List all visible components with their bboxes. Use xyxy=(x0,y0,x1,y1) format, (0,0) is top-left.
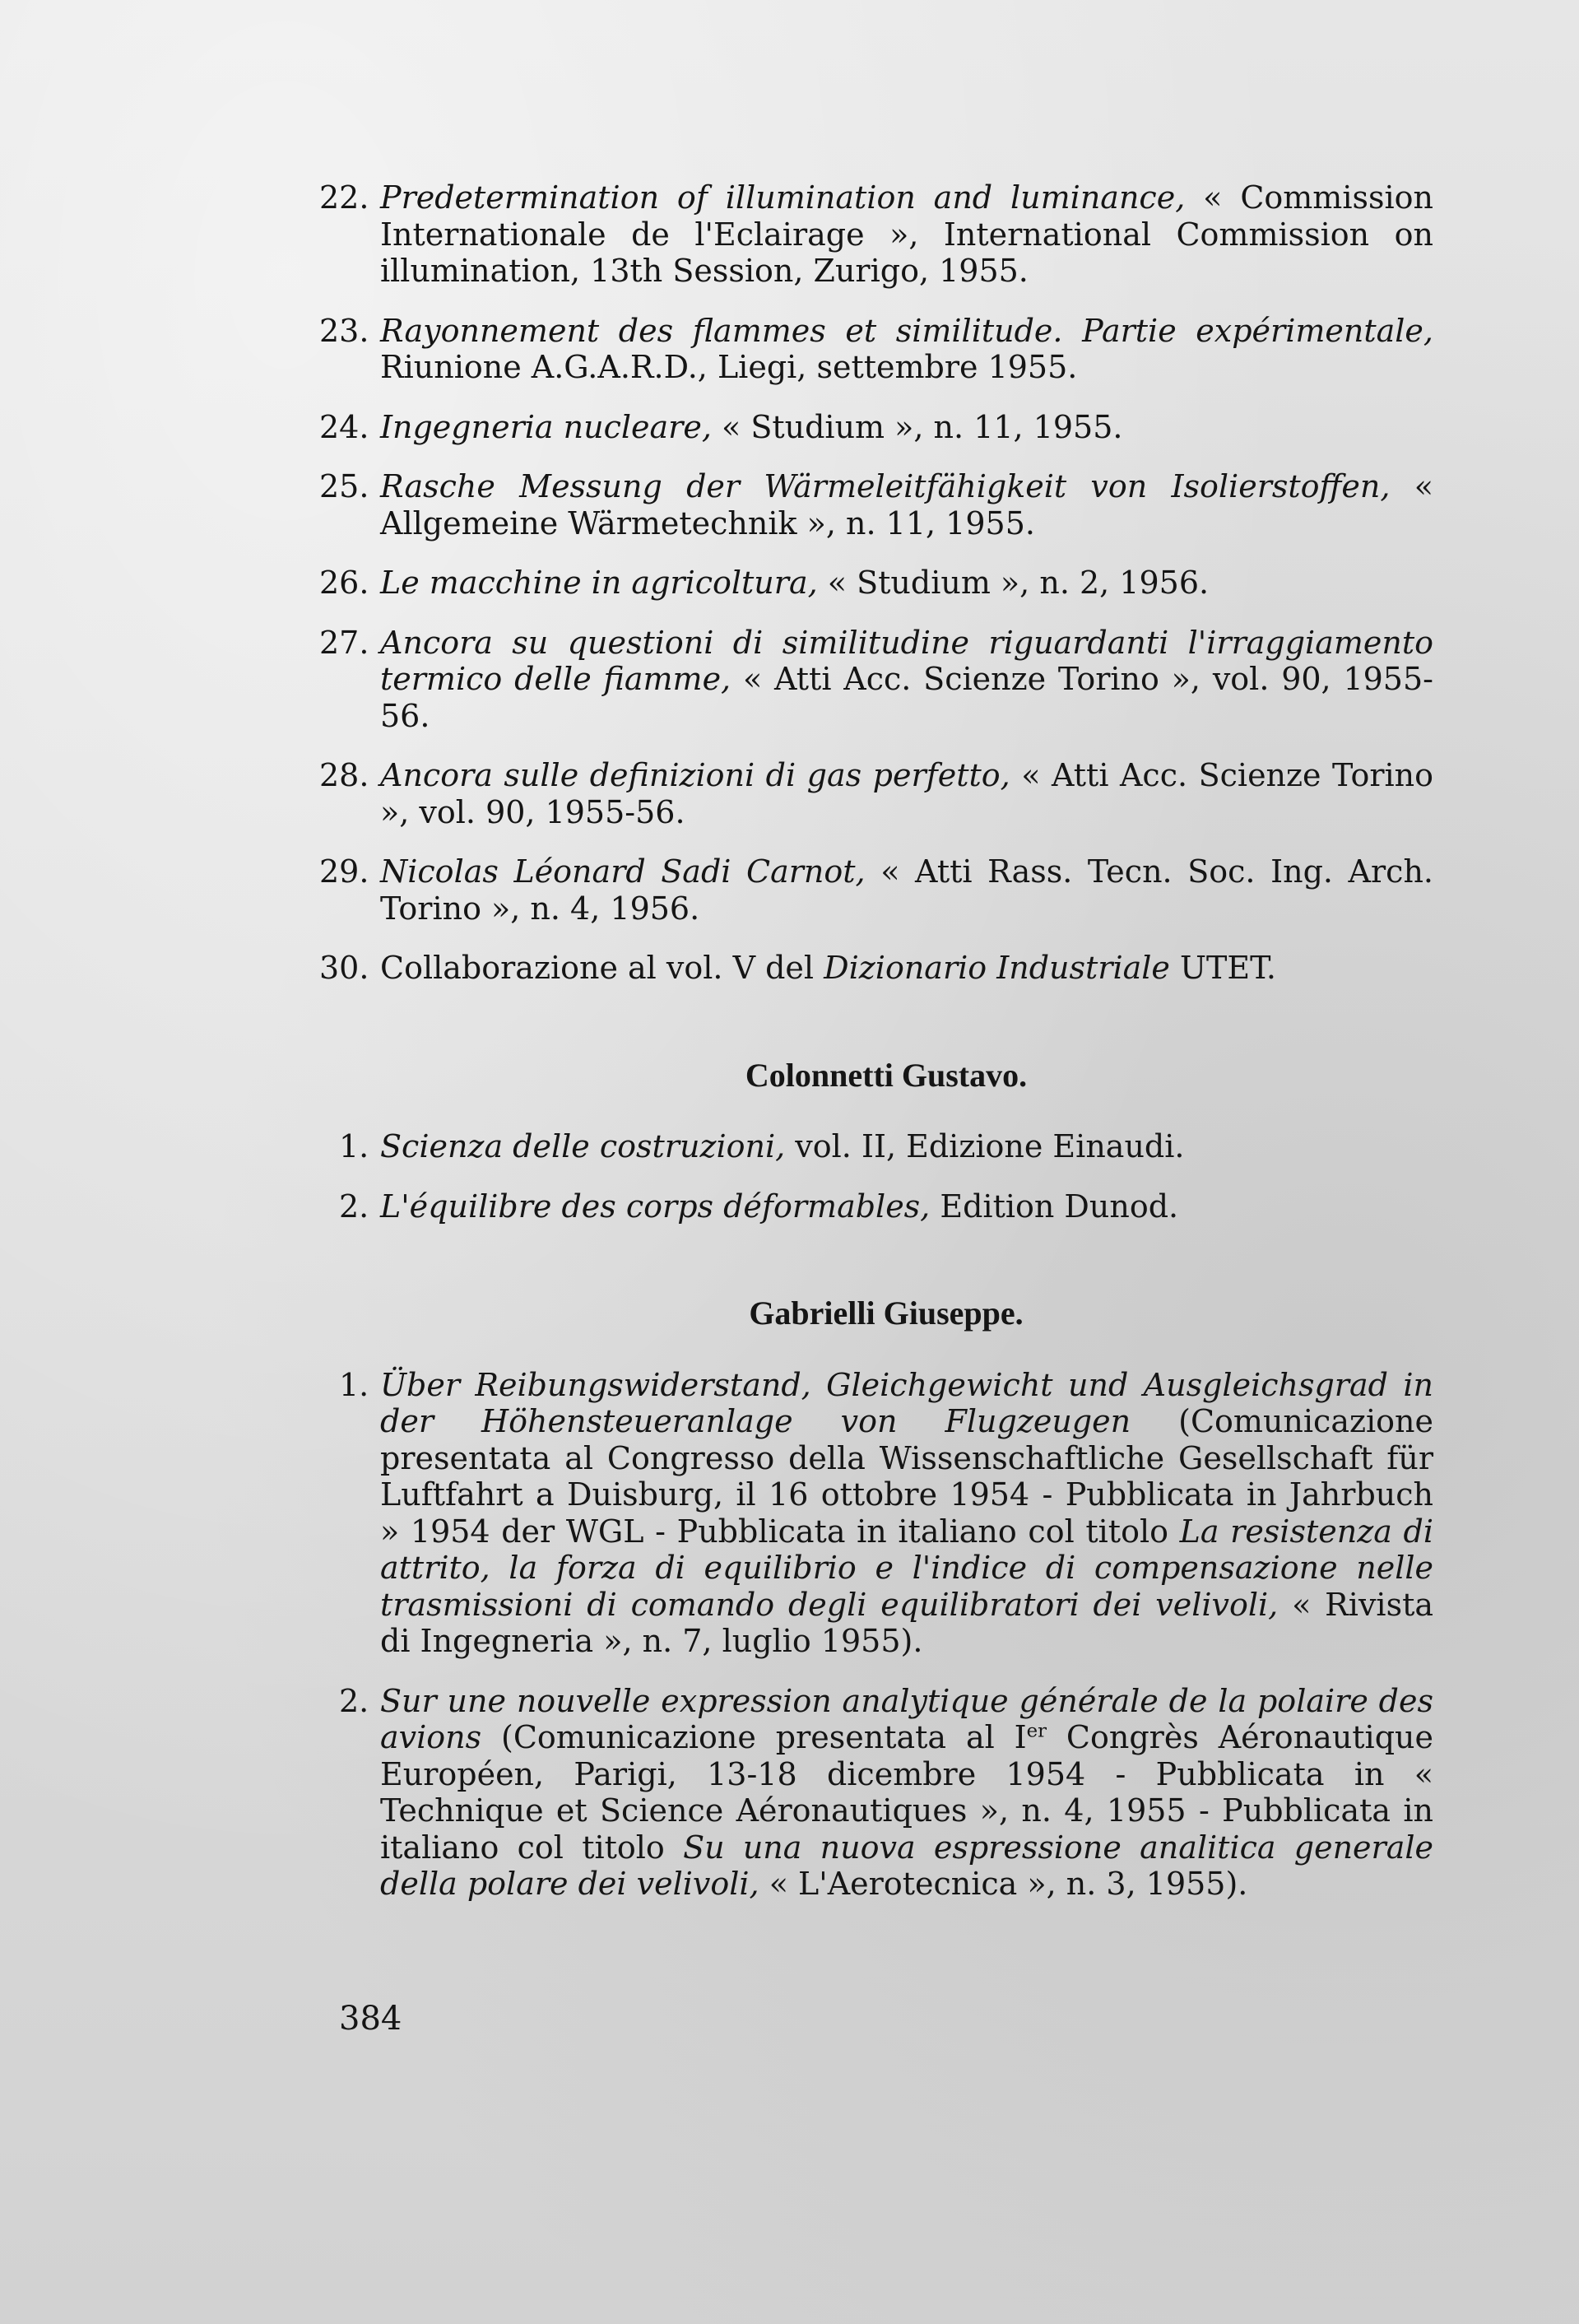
bibliography-entry-30 xyxy=(319,950,1433,987)
entry-details: « L'Aerotecnica », n. 3, 1955). xyxy=(759,1866,1248,1902)
entry-number: 29. xyxy=(319,853,369,890)
entry-number: 26. xyxy=(319,565,369,601)
entry-title: Predetermination of illumination and luminance, xyxy=(380,179,1186,216)
bibliography-entry-23 xyxy=(319,312,1433,386)
entry-title: Sur une nouvelle expression analytique générale de la polaire des avions xyxy=(380,1682,1433,1755)
entry-number: 30. xyxy=(319,950,369,986)
entry-details: « Studium », n. 2, 1956. xyxy=(817,565,1210,601)
entry-details: UTET. xyxy=(1169,950,1276,986)
entry-details: Congrès Aéronautique Européen, Parigi, 13-18 dicembre 1954 - Pubblicata in « Technique et Science Aéronautiques », n. 4, 1955 - Pubblicata in italiano col titolo xyxy=(380,1719,1434,1866)
entry-number: 22. xyxy=(319,179,369,216)
bibliography-entry-22 xyxy=(319,179,1433,290)
entry-title: Scienza delle costruzioni, xyxy=(380,1128,786,1164)
bibliography-entry-24 xyxy=(319,408,1433,446)
entry-details: Collaborazione al vol. V del xyxy=(380,950,824,986)
entry-italian-title: La resistenza di attrito, la forza di equilibrio e l'indice di compensazione nelle trasmissioni di comando degli equilibratori dei velivoli, xyxy=(380,1513,1433,1623)
entry-number: 23. xyxy=(319,312,369,349)
entry-details: « Rivista di Ingegneria », n. 7, luglio 1955). xyxy=(380,1586,1433,1659)
entry-title: Nicolas Léonard Sadi Carnot, xyxy=(380,853,866,890)
author-heading-colonnetti: Colonnetti Gustavo. xyxy=(745,1056,1028,1094)
entry-italian-title: Su una nuova espressione analitica generale della polare dei velivoli, xyxy=(380,1829,1434,1902)
entry-number: 2. xyxy=(339,1682,369,1719)
entry-details: « Atti Rass. Tecn. Soc. Ing. Arch. Torino », n. 4, 1956. xyxy=(380,853,1434,927)
bibliography-entry-gabrielli-1 xyxy=(339,1367,1433,1660)
entry-title: Ancora sulle definizioni di gas perfetto, xyxy=(380,757,1010,793)
entry-details: « Allgemeine Wärmetechnik », n. 11, 1955. xyxy=(380,468,1434,541)
entry-number: 25. xyxy=(319,468,369,504)
bibliography-entry-27 xyxy=(319,624,1433,735)
superscript: er xyxy=(1026,1720,1047,1742)
entry-number: 1. xyxy=(339,1366,369,1403)
entry-details: « Commission Internationale de l'Eclairage », International Commission on illumination, 13th Session, Zurigo, 1955. xyxy=(380,179,1433,289)
entry-number: 1. xyxy=(339,1128,369,1164)
bibliography-entry-26 xyxy=(319,565,1433,602)
entry-details: (Comunicazione presentata al I xyxy=(481,1719,1027,1755)
entry-title: Rasche Messung der Wärmeleitfähigkeit von Isolierstoffen, xyxy=(380,468,1391,504)
entry-title: L'équilibre des corps déformables, xyxy=(380,1188,931,1225)
entry-details: « Atti Acc. Scienze Torino », vol. 90, 1955-56. xyxy=(380,661,1433,734)
entry-title: Ingegneria nucleare, xyxy=(380,408,712,445)
bibliography-entry-gabrielli-2 xyxy=(339,1683,1433,1903)
entry-title: Über Reibungswiderstand, Gleichgewicht und Ausgleichsgrad in der Höhensteueranlage von Flugzeugen xyxy=(380,1366,1433,1439)
entry-title: Ancora su questioni di similitudine riguardanti l'irraggiamento termico delle fiamme, xyxy=(380,624,1433,697)
bibliography-entry-29 xyxy=(319,853,1434,927)
entry-number: 24. xyxy=(319,408,369,445)
entry-number: 2. xyxy=(339,1188,369,1225)
entry-details: vol. II, Edizione Einaudi. xyxy=(785,1128,1185,1164)
bibliography-entry-colonnetti-1 xyxy=(339,1128,1433,1165)
entry-details: « Atti Acc. Scienze Torino », vol. 90, 1955-56. xyxy=(380,757,1433,830)
entry-details: Edition Dunod. xyxy=(930,1188,1179,1225)
bibliography-text xyxy=(319,179,1434,1926)
entry-number: 27. xyxy=(319,624,369,661)
bibliography-entry-28 xyxy=(319,757,1433,830)
entry-number: 28. xyxy=(319,757,369,793)
entry-title: Rayonnement des flammes et similitude. Partie expérimentale, xyxy=(380,312,1433,349)
bibliography-entry-25 xyxy=(319,468,1434,541)
bibliography-entry-colonnetti-2 xyxy=(339,1188,1433,1225)
page-number: 384 xyxy=(339,2000,402,2038)
entry-details: (Comunicazione presentata al Congresso della Wissenschaftliche Gesellschaft für Luftfahrt a Duisburg, il 16 ottobre 1954 - Pubblicata in Jahrbuch » 1954 der WGL - Pubblicata in italiano col titolo xyxy=(380,1403,1433,1550)
entry-title: Le macchine in agricoltura, xyxy=(380,565,818,601)
entry-details: Riunione A.G.A.R.D., Liegi, settembre 1955. xyxy=(380,349,1078,385)
entry-title: Dizionario Industriale xyxy=(824,950,1170,986)
entry-details: « Studium », n. 11, 1955. xyxy=(711,408,1123,445)
author-heading-gabrielli: Gabrielli Giuseppe. xyxy=(749,1294,1024,1332)
